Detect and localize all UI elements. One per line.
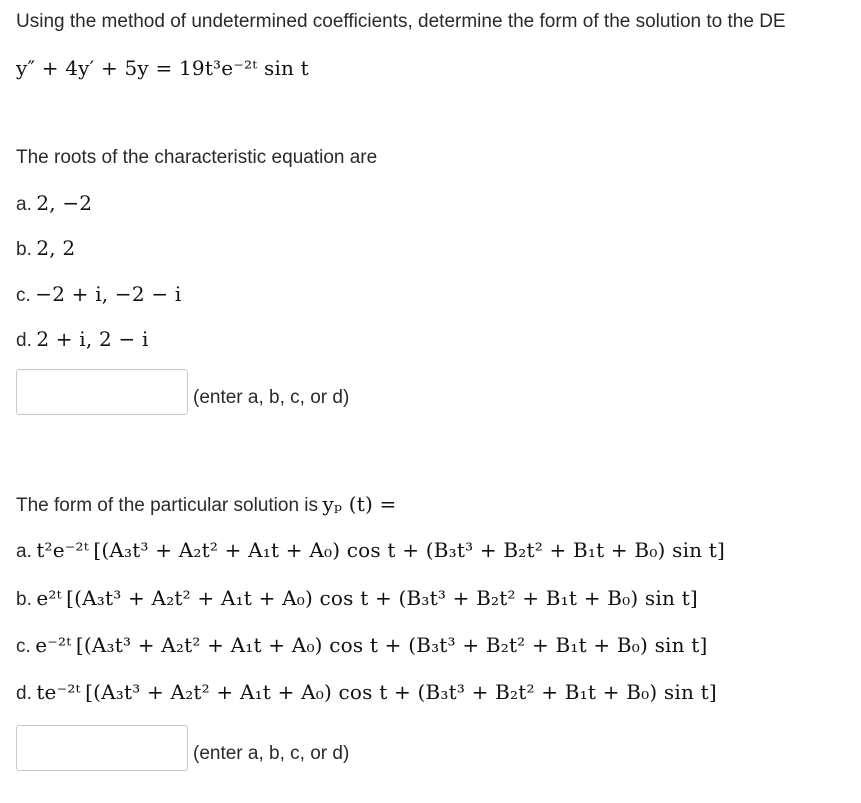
- option-body: [(A₃t³ + A₂t² + A₁t + A₀) cos t + (B₃t³ + B₂t² + B₁t + B₀) sin t]: [85, 680, 717, 704]
- q2-answer-input[interactable]: [16, 725, 188, 771]
- intro-text: Using the method of undetermined coefficients, determine the form of the solution to the DE: [16, 11, 786, 32]
- option-body: [(A₃t³ + A₂t² + A₁t + A₀) cos t + (B₃t³ + B₂t² + B₁t + B₀) sin t]: [75, 633, 708, 657]
- option-label: d.: [16, 330, 32, 351]
- option-value: 2, −2: [36, 191, 93, 215]
- differential-equation: y″ + 4y′ + 5y = 19t³e⁻²ᵗ sin t: [16, 56, 309, 80]
- q2-option-b: [16, 586, 698, 611]
- option-body: [(A₃t³ + A₂t² + A₁t + A₀) cos t + (B₃t³ + B₂t² + B₁t + B₀) sin t]: [66, 586, 698, 610]
- q2-option-c: [16, 633, 708, 658]
- option-label: a.: [16, 541, 32, 562]
- q1-option-a: [16, 191, 92, 216]
- option-prefix: e⁻²ᵗ: [35, 633, 72, 657]
- q2-option-a: [16, 538, 725, 563]
- option-label: d.: [16, 683, 32, 704]
- option-label: c.: [16, 636, 31, 657]
- q2-prompt-math: yₚ (t) =: [322, 492, 397, 516]
- q1-option-c: [16, 282, 181, 307]
- option-label: b.: [16, 589, 32, 610]
- q1-option-d: [16, 327, 149, 352]
- q2-hint: (enter a, b, c, or d): [193, 743, 350, 764]
- option-prefix: e²ᵗ: [36, 586, 62, 610]
- q1-answer-input[interactable]: [16, 369, 188, 415]
- q2-prompt: The form of the particular solution is: [16, 495, 319, 516]
- q1-hint: (enter a, b, c, or d): [193, 387, 350, 408]
- option-label: c.: [16, 285, 31, 306]
- option-body: [(A₃t³ + A₂t² + A₁t + A₀) cos t + (B₃t³ + B₂t² + B₁t + B₀) sin t]: [93, 538, 726, 562]
- option-label: a.: [16, 194, 32, 215]
- q1-option-b: [16, 236, 75, 261]
- q2-option-d: [16, 680, 717, 705]
- option-label: b.: [16, 239, 32, 260]
- option-value: 2 + i, 2 − i: [36, 327, 149, 351]
- option-prefix: te⁻²ᵗ: [36, 680, 81, 704]
- q1-prompt: The roots of the characteristic equation are: [16, 147, 378, 168]
- option-prefix: t²e⁻²ᵗ: [36, 538, 89, 562]
- option-value: 2, 2: [36, 236, 76, 260]
- q2-prompt-line: [16, 492, 397, 517]
- option-value: −2 + i, −2 − i: [35, 282, 182, 306]
